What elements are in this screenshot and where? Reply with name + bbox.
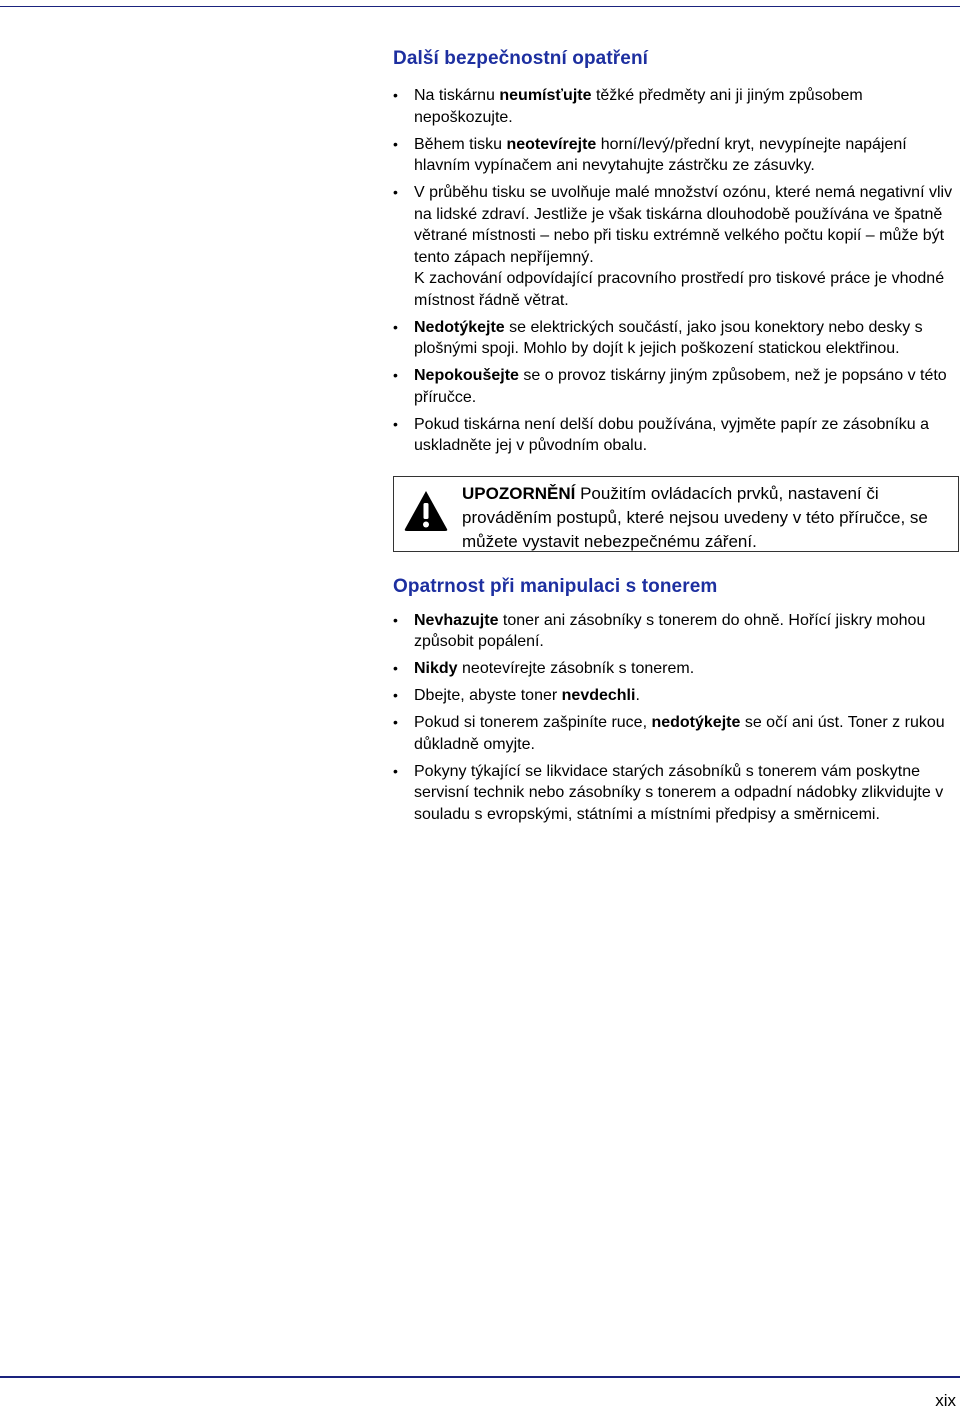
emphasis: Nedotýkejte: [414, 318, 505, 336]
section-title: Další bezpečnostní opatření: [393, 48, 649, 69]
emphasis: Nikdy: [414, 660, 458, 677]
text: Pokud si tonerem zašpiníte ruce,: [414, 714, 652, 731]
text: horní/levý/přední kryt, nevypínejte napájení hlavním vypínačem ani nevytahujte zástrčku ze zásuvky.: [414, 135, 907, 174]
list-item: [393, 365, 953, 408]
list-item: [393, 685, 953, 707]
text: Na tiskárnu: [414, 87, 500, 104]
emphasis: Nevhazujte: [414, 611, 499, 629]
section-safety-measures: [393, 48, 953, 457]
section-title: Opatrnost při manipulaci s tonerem: [393, 575, 718, 597]
text: Dbejte, abyste toner: [414, 687, 562, 704]
warning-text: [462, 482, 954, 554]
emphasis: nevdechli: [561, 687, 636, 704]
list-item: [393, 317, 953, 360]
warning-box: [393, 476, 959, 552]
paragraph: K zachování odpovídající pracovního prostředí pro tiskové práce je vhodné místnost řádně větrat.: [414, 270, 945, 309]
list-item: [393, 610, 953, 653]
footer-rule: [0, 1376, 960, 1378]
section-toner-handling: [393, 576, 953, 826]
emphasis: neumísťujte: [499, 87, 592, 104]
text: těžké předměty ani ji jiným způsobem nepoškozujte.: [414, 87, 863, 126]
text: Pokud tiskárna není delší dobu používána, vyjměte papír ze zásobníku a uskladněte jej v původním obalu.: [414, 415, 929, 454]
text: neotevírejte zásobník s tonerem.: [457, 660, 695, 677]
emphasis: nedotýkejte: [651, 714, 741, 731]
list-item: [393, 761, 953, 826]
warning-message: Použitím ovládacích prvků, nastavení či prováděním postupů, které nejsou uvedeny v této příručce, se můžete vystavit nebezpečnému záření.: [462, 483, 928, 551]
bullet-list: [393, 85, 953, 457]
list-item: [393, 85, 953, 128]
text: se očí ani úst. Toner z rukou důkladně omyjte.: [414, 714, 945, 753]
text: se elektrických součástí, jako jsou konektory nebo desky s plošnými spoji. Mohlo by dojít k jejich poškození statickou elektřinou.: [414, 318, 923, 357]
list-item: [393, 182, 953, 311]
text: toner ani zásobníky s tonerem do ohně. Hořící jiskry mohou způsobit popálení.: [414, 611, 926, 650]
bullet-list: [393, 610, 953, 826]
page-number: xix: [935, 1391, 956, 1410]
emphasis: Nepokoušejte: [414, 367, 519, 384]
header-rule: [0, 6, 960, 7]
page-content: [393, 48, 953, 831]
warning-triangle-icon: [403, 488, 449, 534]
text: .: [635, 687, 640, 704]
text: Pokyny týkající se likvidace starých zásobníků s tonerem vám poskytne servisní technik nebo zásobníky s tonerem a odpadní nádobky zlikvidujte v souladu s evropskými, státními a místními předpisy a směrnicemi.: [414, 762, 944, 823]
emphasis: neotevírejte: [506, 135, 597, 153]
list-item: [393, 658, 953, 680]
text: Během tisku: [414, 135, 507, 153]
list-item: [393, 712, 953, 755]
text: se o provoz tiskárny jiným způsobem, než je popsáno v této příručce.: [414, 367, 947, 406]
paragraph: • V průběhu tisku se uvolňuje malé množství ozónu, které nemá negativní vliv na lidské zdraví. Jestliže je však tiskárna dlouhodobě používána ve špatně větrané místnosti – nebo při tisku extrémně velkého počtu kopií – může být tento zápach nepříjemný.: [414, 184, 953, 266]
list-item: [393, 414, 953, 457]
warning-label: UPOZORNĚNÍ: [462, 483, 576, 503]
list-item: [393, 134, 953, 177]
